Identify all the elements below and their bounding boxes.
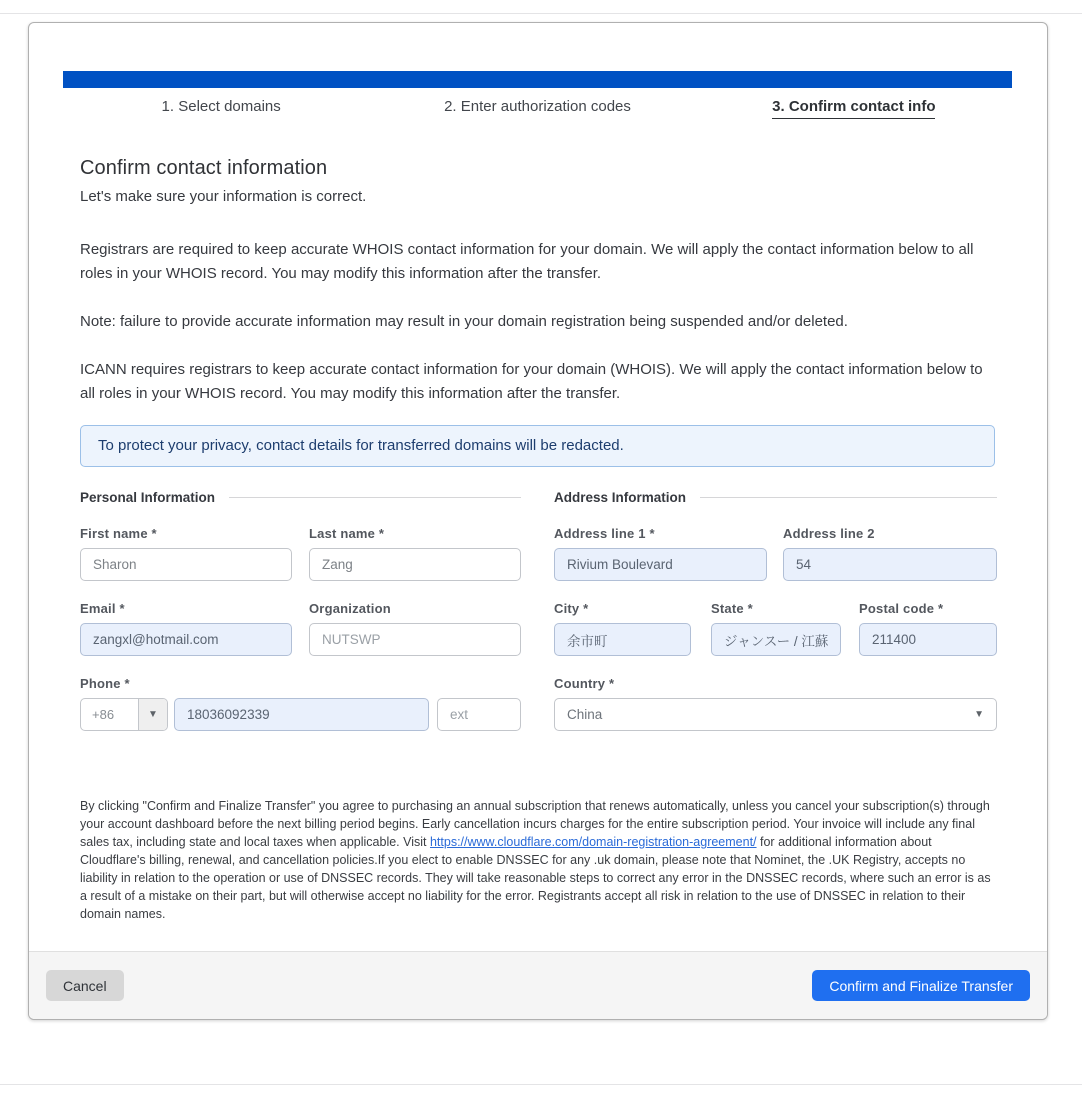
paragraph-registrars: Registrars are required to keep accurate WHOIS contact information for your domain. We will apply the contact information below to all roles in your WHOIS record. You may modify this information after the transfer. xyxy=(80,241,974,282)
last-name-field[interactable] xyxy=(309,548,521,581)
state-label: State * xyxy=(711,601,753,616)
confirm-and-finalize-transfer-button[interactable]: Confirm and Finalize Transfer xyxy=(812,970,1030,1001)
organization-label: Organization xyxy=(309,601,391,616)
legal-terms-text xyxy=(80,797,995,923)
phone-country-code-select[interactable] xyxy=(80,698,168,731)
address-line1-field[interactable] xyxy=(554,548,767,581)
step-label: 1. Select domains xyxy=(161,98,281,115)
progress-track xyxy=(29,23,1047,88)
email-label: Email * xyxy=(80,601,125,616)
phone-group xyxy=(80,698,521,731)
wizard-content xyxy=(29,157,1047,923)
address-line2-label: Address line 2 xyxy=(783,526,875,541)
organization-field[interactable] xyxy=(309,623,521,656)
page-top-divider xyxy=(0,13,1082,14)
paragraph-note: Note: failure to provide accurate information may result in your domain registration being suspended and/or deleted. xyxy=(80,313,848,330)
paragraph-icann: ICANN requires registrars to keep accurate contact information for your domain (WHOIS). We will apply the contact information below to all roles in your WHOIS record. You may modify this information after the transfer. xyxy=(80,361,983,402)
step-label: 2. Enter authorization codes xyxy=(444,98,631,115)
country-select[interactable] xyxy=(554,698,997,731)
section-divider xyxy=(229,497,521,498)
address-information-title: Address Information xyxy=(554,489,687,505)
progress-bar xyxy=(63,71,1012,88)
wizard-steps xyxy=(29,88,1047,119)
transfer-wizard-card xyxy=(28,22,1048,1020)
country-label: Country * xyxy=(554,676,615,691)
phone-number-field[interactable] xyxy=(174,698,429,731)
page-subtitle: Let's make sure your information is correct. xyxy=(80,188,367,205)
phone-country-code-caret-box xyxy=(138,699,167,730)
cancel-button[interactable]: Cancel xyxy=(46,970,124,1001)
privacy-notice-text: To protect your privacy, contact details for transferred domains will be redacted. xyxy=(98,437,624,454)
email-field[interactable] xyxy=(80,623,292,656)
personal-information-section xyxy=(80,489,521,731)
phone-country-code-value: +86 xyxy=(92,707,115,722)
legal-text-before-link: By clicking "Confirm and Finalize Transfer" you agree to purchasing an annual subscription that renews automatically, unless you cancel your subscription(s) through your account dashboard before the next billing period begins. Early cancellation incurs charges for the entire subscription period. Your invoice will include any final sales tax, including state and local taxes when applicable. Visit xyxy=(80,799,990,849)
personal-information-header xyxy=(80,489,521,505)
city-field[interactable] xyxy=(554,623,691,656)
personal-information-title: Personal Information xyxy=(80,489,216,505)
chevron-down-icon: ▼ xyxy=(974,708,984,720)
page-title: Confirm contact information xyxy=(80,157,328,179)
step-label: 3. Confirm contact info xyxy=(772,98,935,119)
wizard-footer xyxy=(29,951,1047,1019)
last-name-label: Last name * xyxy=(309,526,385,541)
step-enter-auth-codes xyxy=(379,94,695,119)
step-confirm-contact-info xyxy=(696,94,1012,119)
country-select-value: China xyxy=(567,707,603,722)
page-bottom-divider xyxy=(0,1084,1082,1085)
section-divider xyxy=(700,497,997,498)
step-select-domains xyxy=(63,94,379,119)
legal-text-after-link: for additional information about Cloudflare's billing, renewal, and cancellation policies.If you elect to enable DNSSEC for any .uk domain, please note that Nominet, the .UK Registry, accepts no liability in relation to the operation or use of DNSSEC records. They will take reasonable steps to correct any error in the DNSSEC records, where such an error is as a result of a mistake on their part, but will otherwise accept no liability for the error. Registrants accept all risk in relation to the use of DNSSEC in relation to their domain names. xyxy=(80,835,991,921)
first-name-label: First name * xyxy=(80,526,157,541)
state-field[interactable] xyxy=(711,623,841,656)
chevron-down-icon: ▼ xyxy=(148,708,158,720)
address-line1-label: Address line 1 * xyxy=(554,526,655,541)
postal-code-field[interactable] xyxy=(859,623,997,656)
city-label: City * xyxy=(554,601,589,616)
domain-registration-agreement-link[interactable]: https://www.cloudflare.com/domain-registration-agreement/ xyxy=(429,835,757,849)
postal-code-label: Postal code * xyxy=(859,601,944,616)
privacy-notice-banner xyxy=(80,425,995,467)
address-information-section xyxy=(554,489,997,731)
phone-label: Phone * xyxy=(80,676,130,691)
contact-form xyxy=(80,489,995,731)
address-line2-field[interactable] xyxy=(783,548,997,581)
address-information-header xyxy=(554,489,997,505)
phone-ext-field[interactable] xyxy=(437,698,521,731)
first-name-field[interactable] xyxy=(80,548,292,581)
